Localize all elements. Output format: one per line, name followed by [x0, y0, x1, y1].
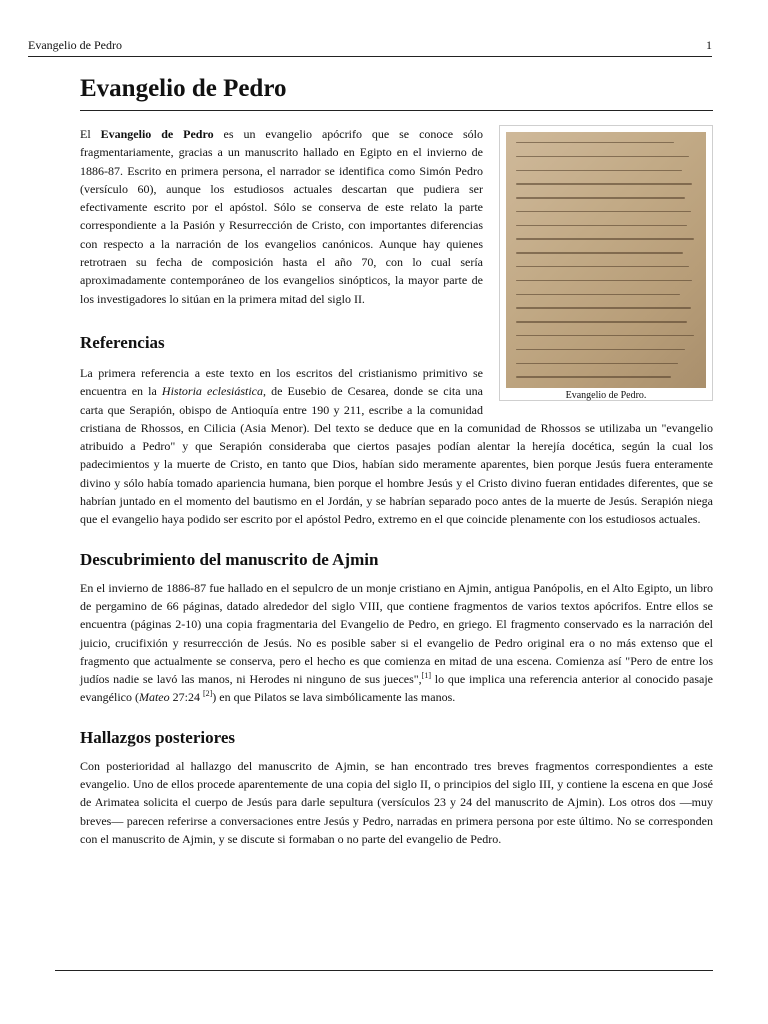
- figure: [499, 125, 713, 401]
- descubrimiento-text-c: 27:24: [169, 690, 203, 705]
- intro-text-rest: es un evangelio apócrifo que se conoce sólo fragmentariamente, gracias a un manuscrito hallado en Egipto en el invierno de 1886-87. Escrito en primera persona, el narrador se identifica como Simón Pedro (versículo 60), aunque los estudiosos actuales descartan que pudiera ser efectivamente escrito por el apóstol. Sólo se conserva de este relato la parte correspondiente a la Pasión y Resurrección de Cristo, con importantes diferencias con respecto a la narración de los evangelios canónicos. Aunque hay quienes retrotraen su fecha de composición hasta el año 70, con lo cual sería aproximadamente contemporáneo de los evangelios sinópticos, la mayor parte de los investigadores lo sitúan en la primera mitad del siglo II.: [80, 127, 483, 306]
- intro-text: El: [80, 127, 101, 141]
- figure-caption: Evangelio de Pedro.: [565, 390, 647, 401]
- descubrimiento-paragraph: [80, 579, 713, 707]
- referencias-text-rest: , de Eusebio de Cesarea, donde se cita una carta que Serapión, obispo de Antioquía entre 190 y 211, escribe a la comunidad cristiana de Rhossos, en Cilicia (Asia Menor). Del texto se deduce que en la comunidad de Rhossos se utilizaba un "evangelio atribuido a Pedro" y que Serapión consideraba que ciertos pasajes podían alentar la herejía docética, según la cual los padecimientos y la muerte de Cristo, en tanto que Dios, habían sido meramente aparentes, bien porque Jesús fuera enteramente divino y sólo había tomado apariencia humana, bien porque el hombre Jesús y el Cristo divino fueran entidades diferentes, que se habrían juntado en el momento del bautismo en el Jordán, y se habrían separado poco antes de la muerte de Jesús. Serapión niega que el evangelio haya podido ser escrito por el apóstol Pedro, extremo en el que coincide plenamente con los estudiosos actuales.: [80, 384, 713, 527]
- descubrimiento-text: En el invierno de 1886-87 fue hallado en el sepulcro de un monje cristiano en Ajmin, antigua Panópolis, en el Alto Egipto, un libro de pergamino de 66 páginas, datado alrededor del siglo VIII, que contiene fragmentos de varios textos apócrifos. Entre ellos se encuentra (páginas 2-10) una copia fragmentaria del Evangelio de Pedro, en griego. El fragmento conservado es la narración del juicio, crucifixión y resurrección de Jesús. No es posible saber si el evangelio de Pedro original era o no más extenso que el fragmento que actualmente se conserva, pero el hecho es que comienza en mitad de una escena. Comienza así "Pero de entre los judíos nadie se lavó las manos, ni Herodes ni ninguno de sus jueces",: [80, 580, 713, 687]
- running-header: [28, 36, 712, 57]
- intro-bold-title: Evangelio de Pedro: [100, 127, 214, 141]
- reference-link-1[interactable]: [1]: [421, 671, 431, 681]
- page-number: 1: [706, 38, 712, 52]
- descubrimiento-text-d: ) en que Pilatos se lava simbólicamente las manos.: [212, 690, 456, 705]
- article: [80, 72, 713, 848]
- section-heading-referencias: Referencias: [80, 332, 165, 352]
- reference-link-2[interactable]: [2]: [202, 689, 213, 699]
- page-title: Evangelio de Pedro: [80, 72, 713, 111]
- section-heading-descubrimiento: Descubrimiento del manuscrito de Ajmin: [80, 549, 379, 569]
- historia-eclesiastica-title: Historia eclesiástica: [161, 384, 263, 399]
- footer-rule: [55, 970, 713, 971]
- manuscript-image-icon: [506, 132, 706, 388]
- mateo-italic: Mateo: [138, 690, 170, 705]
- hallazgos-paragraph: Con posterioridad al hallazgo del manuscrito de Ajmin, se han encontrado tres breves fragmentos correspondientes a este evangelio. Uno de ellos procede aparentemente de una copia del siglo II, o principios del siglo III, y contiene la escena en que José de Arimatea solicita el cuerpo de Jesús para darle sepultura (versículos 23 y 24 del manuscrito de Ajmin). Los otros dos ―muy breves― parecen referirse a conversaciones entre Jesús y Pedro, narradas en primera persona por este último. No se corresponden con el manuscrito de Ajmin, y se discute si formaban o no parte del evangelio de Pedro.: [80, 758, 713, 846]
- descubrimiento-text-b: lo que implica una referencia anterior al conocido pasaje evangélico (: [80, 672, 713, 705]
- section-heading-hallazgos: Hallazgos posteriores: [80, 727, 236, 747]
- referencias-text: La primera referencia a este texto en los escritos del cristianismo primitivo se encuentra en la: [80, 365, 483, 399]
- running-title: Evangelio de Pedro: [28, 38, 122, 52]
